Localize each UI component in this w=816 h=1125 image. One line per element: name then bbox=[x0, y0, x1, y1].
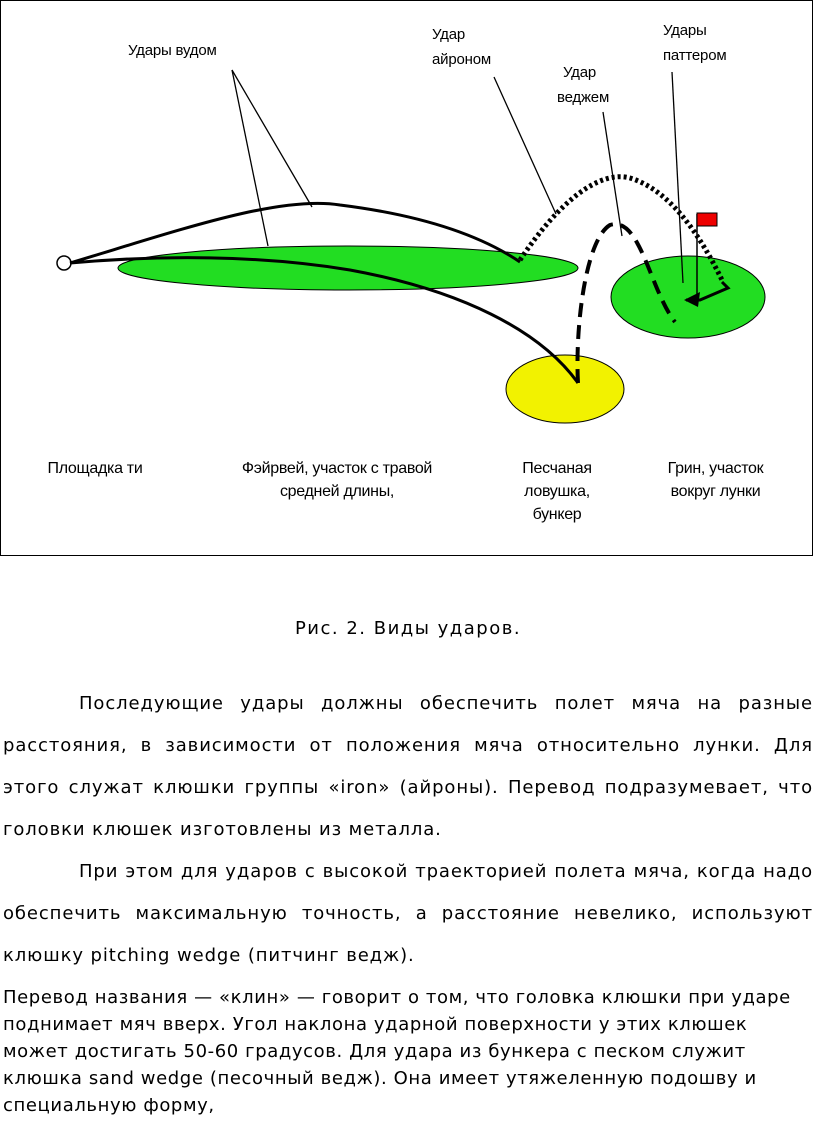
paragraph-3: Перевод названия — «клин» — говорит о том, что головка клюшки при ударе поднимает мяч вверх. Угол наклона ударной поверхности у этих клюшек может достигать 50-60 градусов. Для удара из бункера с песком служит клюшка sand wedge (песочный ведж). Она имеет утяжеленную подошву и специальную форму, bbox=[3, 987, 791, 1116]
green-area bbox=[611, 256, 765, 338]
leader-wood-1 bbox=[232, 70, 268, 246]
putter-shots-label-line2: паттером bbox=[663, 47, 727, 64]
leader-putter bbox=[672, 72, 683, 283]
paragraph-1: Последующие удары должны обеспечить полет мяча на разные расстояния, в зависимости от положения мяча относительно лунки. Для этого служат клюшки группы «iron» (айроны). Перевод подразумевает, что головки клюшек изготовлены из металла. bbox=[3, 693, 813, 840]
leader-wedge bbox=[603, 112, 622, 236]
flag bbox=[697, 213, 717, 226]
leader-iron bbox=[494, 77, 556, 214]
wedge-shot-label-line1: Удар bbox=[563, 64, 596, 81]
figure-caption: Рис. 2. Виды ударов. bbox=[294, 618, 522, 639]
wood-shots-label: Удары вудом bbox=[128, 42, 217, 59]
zone-tee-label: Площадка ти bbox=[47, 460, 143, 477]
fairway-area bbox=[118, 246, 578, 290]
zone-green-label: Грин, участок вокруг лунки bbox=[667, 460, 764, 500]
paragraph-2: При этом для ударов с высокой траекторией полета мяча, когда надо обеспечить максимальную точность, а расстояние невелико, используют клюшку pitching wedge (питчинг ведж). bbox=[3, 861, 813, 966]
iron-shot-label-line1: Удар bbox=[432, 26, 465, 43]
zone-bunker-label: Песчаная ловушка, бункер bbox=[522, 460, 592, 523]
leader-wood-2 bbox=[232, 70, 312, 207]
wedge-shot-label-line2: веджем bbox=[557, 89, 610, 106]
iron-shot-label-line2: айроном bbox=[432, 51, 491, 68]
putter-shots-label-line1: Удары bbox=[663, 22, 707, 39]
tee-ball bbox=[57, 256, 71, 270]
zone-fairway-label: Фэйрвей, участок с травой средней длины, bbox=[241, 460, 433, 500]
